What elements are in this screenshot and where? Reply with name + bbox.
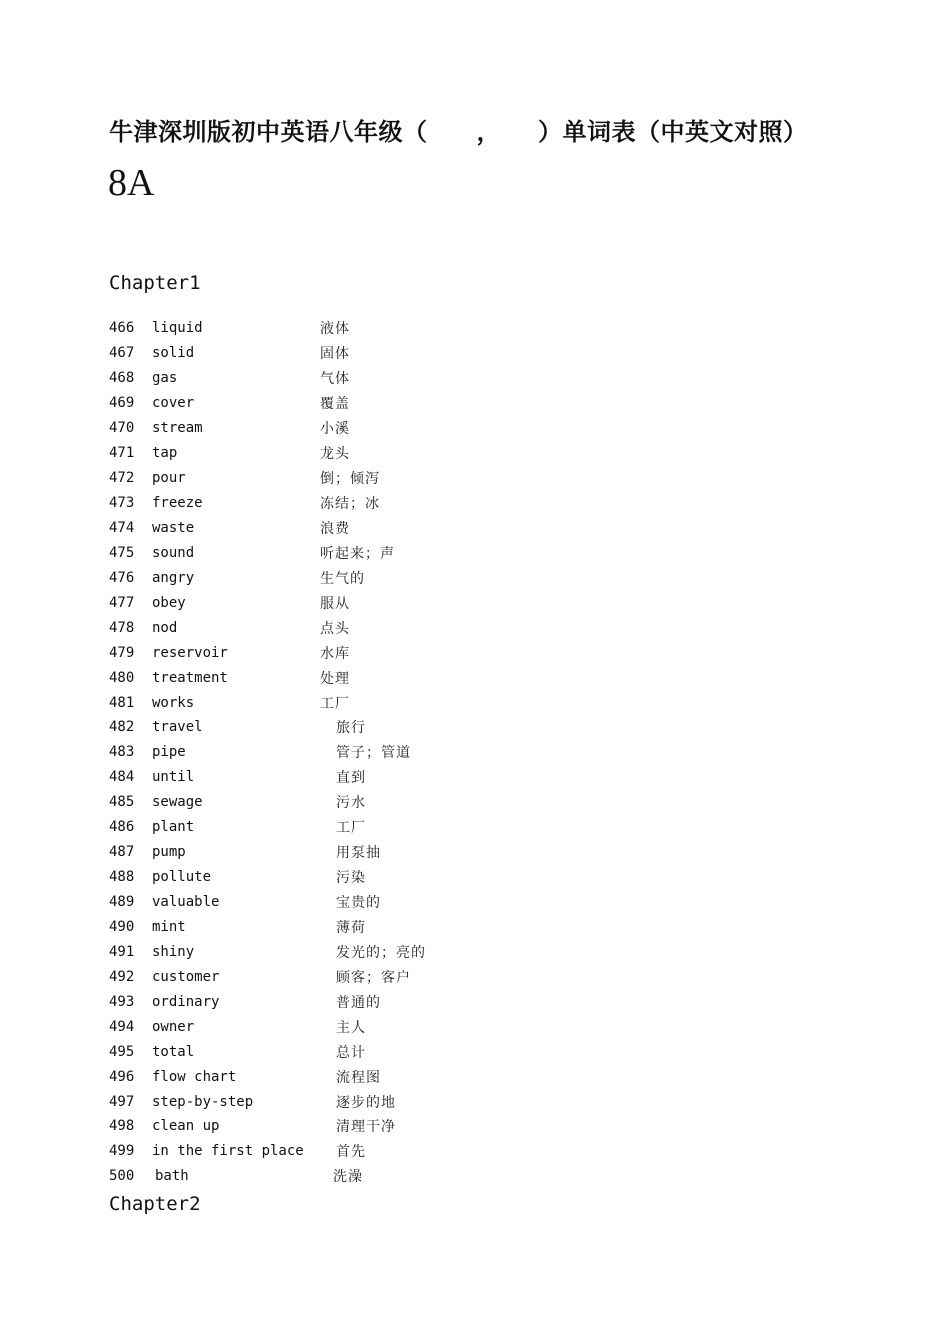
english-word: nod bbox=[152, 619, 178, 636]
english-word: angry bbox=[152, 569, 195, 586]
vocabulary-row bbox=[109, 1114, 809, 1139]
vocabulary-row bbox=[109, 915, 809, 940]
word-number: 483 bbox=[109, 744, 135, 761]
chinese-meaning: 生气的 bbox=[320, 570, 365, 587]
chinese-meaning: 工厂 bbox=[336, 820, 366, 837]
english-word: liquid bbox=[152, 320, 203, 337]
word-number: 477 bbox=[109, 594, 135, 611]
vocabulary-row bbox=[109, 640, 809, 665]
chinese-meaning: 听起来；声 bbox=[320, 545, 395, 562]
vocabulary-row bbox=[109, 391, 809, 416]
vocabulary-row bbox=[109, 1014, 809, 1039]
english-word: pump bbox=[152, 844, 186, 861]
chinese-meaning: 倒；倾泻 bbox=[320, 471, 380, 488]
word-number: 467 bbox=[109, 345, 135, 362]
chinese-meaning: 污水 bbox=[336, 795, 366, 812]
vocabulary-row bbox=[109, 690, 809, 715]
chapter-1-heading: Chapter1 bbox=[109, 272, 201, 294]
english-word: waste bbox=[152, 519, 195, 536]
word-number: 466 bbox=[109, 320, 135, 337]
english-word: gas bbox=[152, 370, 178, 387]
vocabulary-list bbox=[109, 316, 809, 1189]
chinese-meaning: 普通的 bbox=[336, 994, 381, 1011]
word-number: 489 bbox=[109, 894, 135, 911]
vocabulary-row bbox=[109, 939, 809, 964]
word-number: 488 bbox=[109, 869, 135, 886]
document-title: 牛津深圳版初中英语八年级（ ， ）单词表（中英文对照） bbox=[109, 118, 808, 146]
vocabulary-row bbox=[109, 441, 809, 466]
vocabulary-row bbox=[109, 1164, 809, 1189]
vocabulary-row bbox=[109, 1064, 809, 1089]
english-word: step-by-step bbox=[152, 1093, 254, 1110]
english-word: clean up bbox=[152, 1118, 220, 1135]
chinese-meaning: 服从 bbox=[320, 595, 350, 612]
english-word: treatment bbox=[152, 669, 228, 686]
vocabulary-row bbox=[109, 989, 809, 1014]
chinese-meaning: 逐步的地 bbox=[336, 1094, 396, 1111]
chinese-meaning: 气体 bbox=[320, 371, 350, 388]
vocabulary-row bbox=[109, 416, 809, 441]
vocabulary-row bbox=[109, 466, 809, 491]
vocabulary-row bbox=[109, 491, 809, 516]
chinese-meaning: 处理 bbox=[320, 670, 350, 687]
word-number: 491 bbox=[109, 943, 135, 960]
chinese-meaning: 宝贵的 bbox=[336, 895, 381, 912]
chinese-meaning: 工厂 bbox=[320, 695, 350, 712]
chinese-meaning: 旅行 bbox=[336, 720, 366, 737]
english-word: solid bbox=[152, 345, 195, 362]
english-word: sewage bbox=[152, 794, 203, 811]
english-word: pipe bbox=[152, 744, 186, 761]
word-number: 473 bbox=[109, 495, 135, 512]
word-number: 474 bbox=[109, 519, 135, 536]
word-number: 472 bbox=[109, 470, 135, 487]
word-number: 482 bbox=[109, 719, 135, 736]
english-word: ordinary bbox=[152, 993, 220, 1010]
vocabulary-row bbox=[109, 740, 809, 765]
chinese-meaning: 冻结；冰 bbox=[320, 496, 380, 513]
word-number: 494 bbox=[109, 1018, 135, 1035]
chapter-2-heading: Chapter2 bbox=[109, 1193, 201, 1215]
chinese-meaning: 龙头 bbox=[320, 446, 350, 463]
word-number: 468 bbox=[109, 370, 135, 387]
vocabulary-row bbox=[109, 565, 809, 590]
english-word: bath bbox=[155, 1168, 189, 1185]
english-word: valuable bbox=[152, 894, 220, 911]
chinese-meaning: 用泵抽 bbox=[336, 845, 381, 862]
english-word: tap bbox=[152, 445, 178, 462]
word-number: 484 bbox=[109, 769, 135, 786]
word-number: 496 bbox=[109, 1068, 135, 1085]
word-number: 499 bbox=[109, 1143, 135, 1160]
chinese-meaning: 污染 bbox=[336, 870, 366, 887]
word-number: 485 bbox=[109, 794, 135, 811]
word-number: 495 bbox=[109, 1043, 135, 1060]
english-word: works bbox=[152, 694, 195, 711]
vocabulary-row bbox=[109, 1089, 809, 1114]
word-number: 478 bbox=[109, 619, 135, 636]
vocabulary-row bbox=[109, 865, 809, 890]
chinese-meaning: 洗澡 bbox=[333, 1169, 363, 1186]
english-word: pollute bbox=[152, 869, 212, 886]
chinese-meaning: 总计 bbox=[336, 1044, 366, 1061]
vocabulary-row bbox=[109, 590, 809, 615]
vocabulary-row bbox=[109, 615, 809, 640]
english-word: stream bbox=[152, 420, 203, 437]
english-word: flow chart bbox=[152, 1068, 237, 1085]
english-word: plant bbox=[152, 819, 195, 836]
word-number: 493 bbox=[109, 993, 135, 1010]
vocabulary-row bbox=[109, 516, 809, 541]
vocabulary-row bbox=[109, 715, 809, 740]
chinese-meaning: 顾客；客户 bbox=[336, 969, 411, 986]
word-number: 479 bbox=[109, 644, 135, 661]
word-number: 487 bbox=[109, 844, 135, 861]
english-word: cover bbox=[152, 395, 195, 412]
english-word: total bbox=[152, 1043, 195, 1060]
vocabulary-row bbox=[109, 964, 809, 989]
chinese-meaning: 固体 bbox=[320, 346, 350, 363]
english-word: owner bbox=[152, 1018, 195, 1035]
chinese-meaning: 发光的；亮的 bbox=[336, 944, 426, 961]
vocabulary-row bbox=[109, 341, 809, 366]
english-word: pour bbox=[152, 470, 186, 487]
chinese-meaning: 点头 bbox=[320, 620, 350, 637]
vocabulary-row bbox=[109, 665, 809, 690]
word-number: 475 bbox=[109, 544, 135, 561]
vocabulary-row bbox=[109, 366, 809, 391]
chinese-meaning: 水库 bbox=[320, 645, 350, 662]
chinese-meaning: 清理干净 bbox=[336, 1119, 396, 1136]
grade-heading: 8A bbox=[108, 162, 155, 204]
vocabulary-row bbox=[109, 840, 809, 865]
word-number: 480 bbox=[109, 669, 135, 686]
english-word: obey bbox=[152, 594, 186, 611]
chinese-meaning: 薄荷 bbox=[336, 919, 366, 936]
vocabulary-row bbox=[109, 815, 809, 840]
english-word: reservoir bbox=[152, 644, 228, 661]
word-number: 490 bbox=[109, 918, 135, 935]
chinese-meaning: 管子；管道 bbox=[336, 745, 411, 762]
english-word: sound bbox=[152, 544, 195, 561]
word-number: 470 bbox=[109, 420, 135, 437]
word-number: 469 bbox=[109, 395, 135, 412]
vocabulary-row bbox=[109, 765, 809, 790]
vocabulary-row bbox=[109, 790, 809, 815]
chinese-meaning: 覆盖 bbox=[320, 396, 350, 413]
english-word: shiny bbox=[152, 943, 195, 960]
word-number: 498 bbox=[109, 1118, 135, 1135]
english-word: in the first place bbox=[152, 1143, 304, 1160]
vocabulary-row bbox=[109, 890, 809, 915]
chinese-meaning: 主人 bbox=[336, 1019, 366, 1036]
word-number: 492 bbox=[109, 968, 135, 985]
english-word: customer bbox=[152, 968, 220, 985]
word-number: 476 bbox=[109, 569, 135, 586]
english-word: until bbox=[152, 769, 195, 786]
english-word: mint bbox=[152, 918, 186, 935]
word-number: 481 bbox=[109, 694, 135, 711]
word-number: 500 bbox=[109, 1168, 135, 1185]
chinese-meaning: 液体 bbox=[320, 321, 350, 338]
word-number: 497 bbox=[109, 1093, 135, 1110]
chinese-meaning: 小溪 bbox=[320, 421, 350, 438]
word-number: 471 bbox=[109, 445, 135, 462]
english-word: travel bbox=[152, 719, 203, 736]
vocabulary-row bbox=[109, 540, 809, 565]
word-number: 486 bbox=[109, 819, 135, 836]
chinese-meaning: 首先 bbox=[336, 1144, 366, 1161]
chinese-meaning: 直到 bbox=[336, 770, 366, 787]
english-word: freeze bbox=[152, 495, 203, 512]
vocabulary-row bbox=[109, 316, 809, 341]
chinese-meaning: 流程图 bbox=[336, 1069, 381, 1086]
vocabulary-row bbox=[109, 1139, 809, 1164]
vocabulary-row bbox=[109, 1039, 809, 1064]
chinese-meaning: 浪费 bbox=[320, 520, 350, 537]
